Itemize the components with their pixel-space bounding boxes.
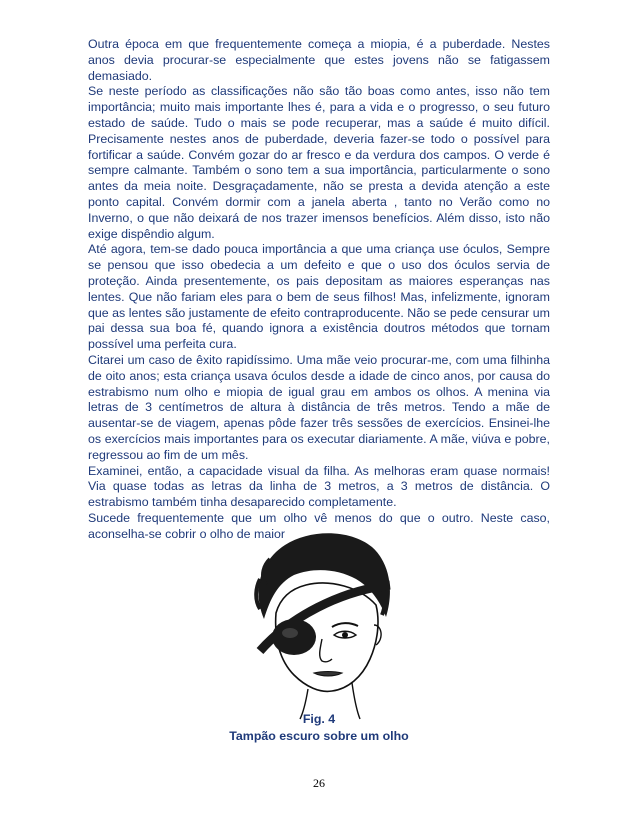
paragraph: Sucede frequentemente que um olho vê menos do que o outro. Neste caso, aconselha-se cobrir o olho de maior xyxy=(88,510,550,541)
figure-caption: Tampão escuro sobre um olho xyxy=(229,729,409,743)
page-number: 26 xyxy=(313,776,325,790)
paragraph: Examinei, então, a capacidade visual da filha. As melhoras eram quase normais! Via quase todas as letras da linha de 3 metros, a 3 metros de distância. O estrabismo também tinha desaparecido completamente. xyxy=(88,463,550,510)
paragraph: Outra época em que frequentemente começa a miopia, é a puberdade. Nestes anos devia procurar-se especialmente que estes jovens não se fatigassem demasiado. xyxy=(88,37,550,83)
paragraph: Se neste período as classificações não são tão boas como antes, isso não tem importância; muito mais importante lhes é, para a vida e o progresso, o seu futuro estado de saúde. Tudo o mais se pode recuperar, mas a saúde é muito difícil. Precisamente nestes anos de puberdade, deveria fazer-se todo o possível para fortificar a saúde. Convém gozar do ar fresco e da verdura dos campos. O verde é sempre calmante. Também o sono tem a sua importância, particularmente o sono antes da meia noite. Desgraçadamente, não se presta a devida atenção a este ponto capital. Convém dormir com a janela aberta , tanto no Verão como no Inverno, o que não deixará de nos trazer imensos benefícios. Além disso, isto não exige dispêndio algum. xyxy=(88,84,550,241)
eye-patch-illustration xyxy=(230,521,410,721)
paragraph: Até agora, tem-se dado pouca importância a que uma criança use óculos, Sempre se pensou que isso obedecia a um defeito e que o uso dos óculos servia de proteção. Ainda presentemente, os pais depositam as maiores esperanças nas lentes. Que não fariam eles para o bem de seus filhos! Mas, infelizmente, ignoram que as lentes são justamente de efeito contraproducente. Não se pede censurar um pai dessa sua boa fé, quando ignora a existência doutros métodos que tornam possível uma perfeita cura. xyxy=(88,242,550,352)
paragraph: Citarei um caso de êxito rapidíssimo. Uma mãe veio procurar-me, com uma filhinha de oito anos; esta criança usava óculos desde a idade de cinco anos, por causa do estrabismo num olho e miopia de igual grau em ambos os olhos. A menina via letras de 3 centímetros de altura à distância de três metros. Tendo a mãe de ausentar-se de viagem, apenas pôde fazer três sessões de exercícios. Ensinei-lhe os exercícios mais importantes para os executar diariamente. A mãe, viúva e pobre, regressou ao fim de um mês. xyxy=(88,352,550,462)
figure-label: Fig. 4 xyxy=(302,712,336,726)
body-text xyxy=(88,37,550,543)
